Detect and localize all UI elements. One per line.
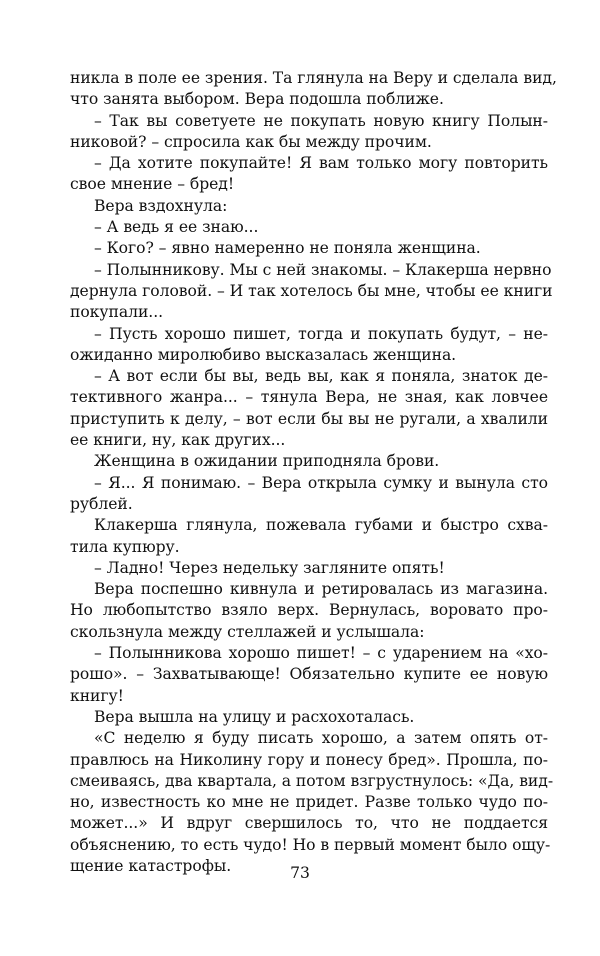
text-line: объяснению, то есть чудо! Но в первый момент было ощу- [70,835,551,854]
text-line: – Я... Я понимаю. – Вера открыла сумку и вынула сто [94,473,548,492]
text-line: но, известность ко мне не придет. Разве только чудо по- [70,793,548,812]
text-line: – Да хотите покупайте! Я вам только могу повторить [94,154,548,173]
text-line: Но любопытство взяло верх. Вернулась, вороватo про- [70,601,548,620]
text-line: книгу! [70,686,124,705]
text-line: – А ведь я ее знаю... [94,218,259,237]
text-line: тила купюру. [70,537,180,556]
text-line: ожиданно миролюбиво высказалась женщина. [70,345,457,364]
text-line: может...» И вдруг свершилось то, что не поддается [70,814,548,833]
text-line: «С неделю я буду писать хорошо, а затем опять от- [94,729,548,748]
text-line: Клакерша глянула, пожевала губами и быстро схва- [94,516,548,535]
text-line: – Кого? – явно намеренно не поняла женщина. [94,239,481,258]
text-line: Вера вздохнула: [94,196,228,215]
text-line: рублей. [70,494,133,513]
text-line: – Пусть хорошо пишет, тогда и покупать будут, – не- [94,324,548,343]
text-line: правлюсь на Николину гору и понесу бред». Прошла, по- [70,750,548,769]
text-line: смеиваясь, два квартала, а потом взгрустнулось: «Да, вид- [70,771,554,790]
text-line: Женщина в ожидании приподняла брови. [94,452,440,471]
text-line: – Полынникова хорошо пишет! – с ударением на «хо- [94,644,548,663]
text-line: щение катастрофы. [70,856,232,875]
text-line: – А вот если бы вы, ведь вы, как я поняла, знаток де- [94,367,548,386]
text-line: никла в поле ее зрения. Та глянула на Веру и сделала вид, [70,69,557,87]
text-line: Вера поспешно кивнула и ретировалась из магазина. [94,580,548,599]
page-number: 73 [290,864,310,882]
text-line: скользнула между стеллажей и услышала: [70,622,425,641]
text-line: – Полынникову. Мы с ней знакомы. – Клакерша нервно [94,260,552,279]
text-line: Вера вышла на улицу и расхохоталась. [94,707,415,726]
text-line: – Ладно! Через недельку загляните опять! [94,558,445,577]
text-line: что занята выбором. Вера подошла поближе. [70,90,444,109]
text-line: приступить к делу, – вот если бы вы не ругали, а хвалили [70,409,548,428]
text-line: покупали... [70,303,164,322]
text-line: никовой? – спросила как бы между прочим. [70,132,432,151]
text-line: тективного жанра... – тянула Вера, не зная, как ловчее [70,388,548,407]
text-line: свое мнение – бред! [70,175,235,194]
text-line: ее книги, ну, как других... [70,431,286,450]
text-line: рошо». – Захватывающе! Обязательно купите ее новую [70,665,548,684]
text-line: – Так вы советуете не покупать новую книгу Полын- [94,111,548,130]
text-line: дернула головой. – И так хотелось бы мне, чтобы ее книги [70,281,553,300]
